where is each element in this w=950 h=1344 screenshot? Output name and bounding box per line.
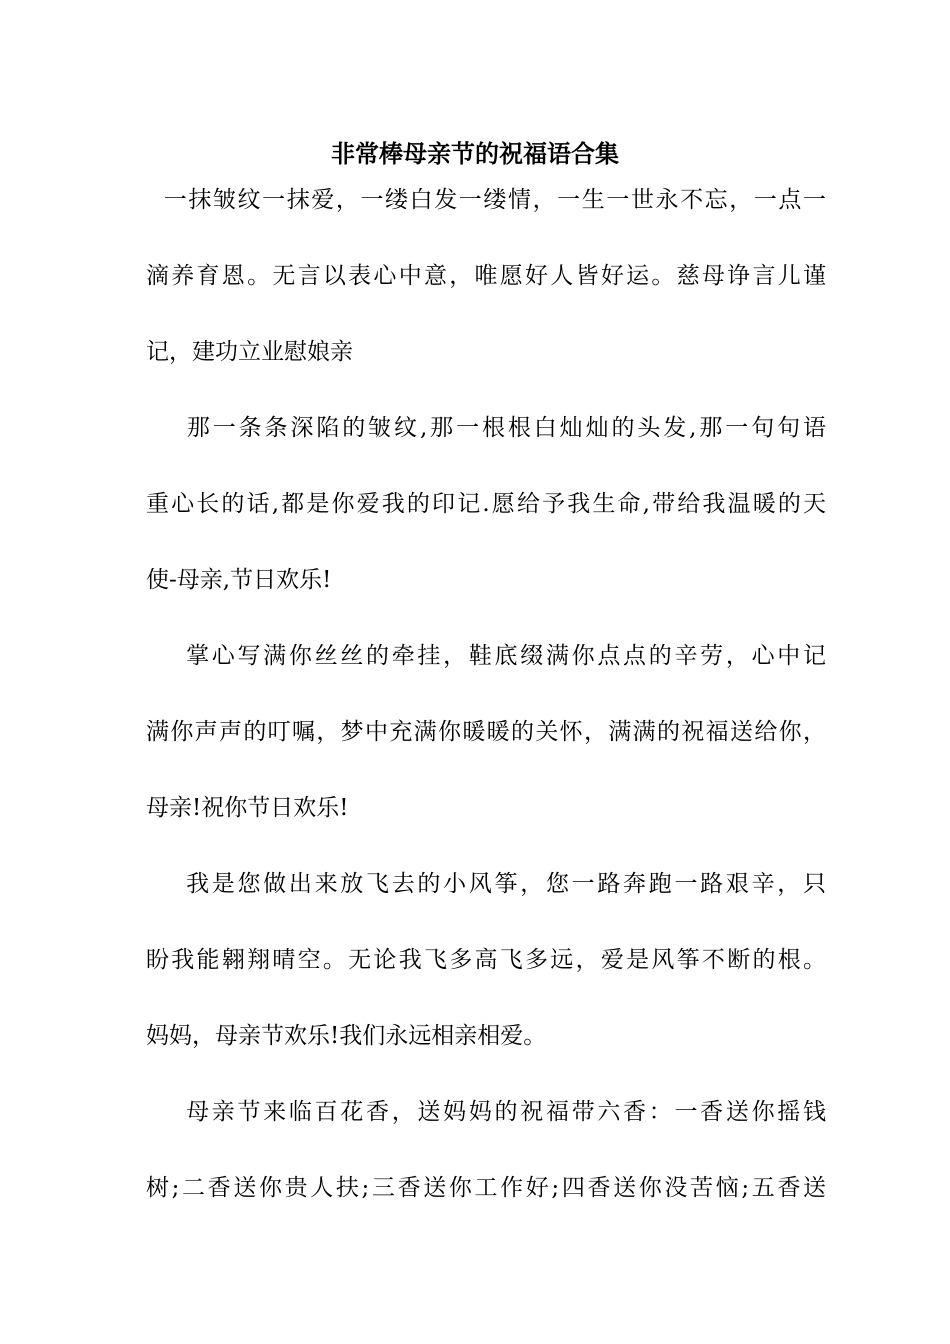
text-line-10: 我是您做出来放飞去的小风筝，您一路奔跑一路艰辛，只 [146, 871, 826, 897]
text-line-11: 盼我能翱翔晴空。无论我飞多高飞多远，爱是风筝不断的根。 [146, 947, 826, 973]
text-line-5: 重心长的话,都是你爱我的印记.愿给予我生命,带给我温暖的天 [146, 491, 826, 517]
text-line-6: 使-母亲,节日欢乐! [146, 567, 332, 593]
text-line-13: 母亲节来临百花香，送妈妈的祝福带六香：一香送你摇钱 [146, 1099, 826, 1125]
text-line-7: 掌心写满你丝丝的牵挂，鞋底缀满你点点的辛劳，心中记 [146, 643, 826, 669]
text-line-4: 那一条条深陷的皱纹,那一根根白灿灿的头发,那一句句语 [146, 415, 826, 441]
text-line-1: 一抹皱纹一抹爱，一缕白发一缕情，一生一世永不忘，一点一 [146, 187, 826, 213]
text-line-2: 滴养育恩。无言以表心中意，唯愿好人皆好运。慈母诤言儿谨 [146, 263, 826, 289]
text-line-8: 满你声声的叮嘱，梦中充满你暖暖的关怀，满满的祝福送给你， [146, 719, 826, 745]
text-line-3: 记，建功立业慰娘亲 [146, 339, 353, 365]
text-line-12: 妈妈，母亲节欢乐!我们永远相亲相爱。 [146, 1023, 547, 1049]
text-line-14: 树;二香送你贵人扶;三香送你工作好;四香送你没苦恼;五香送 [146, 1175, 826, 1201]
text-line-9: 母亲!祝你节日欢乐! [146, 795, 349, 821]
page-title: 非常棒母亲节的祝福语合集 [331, 140, 619, 168]
